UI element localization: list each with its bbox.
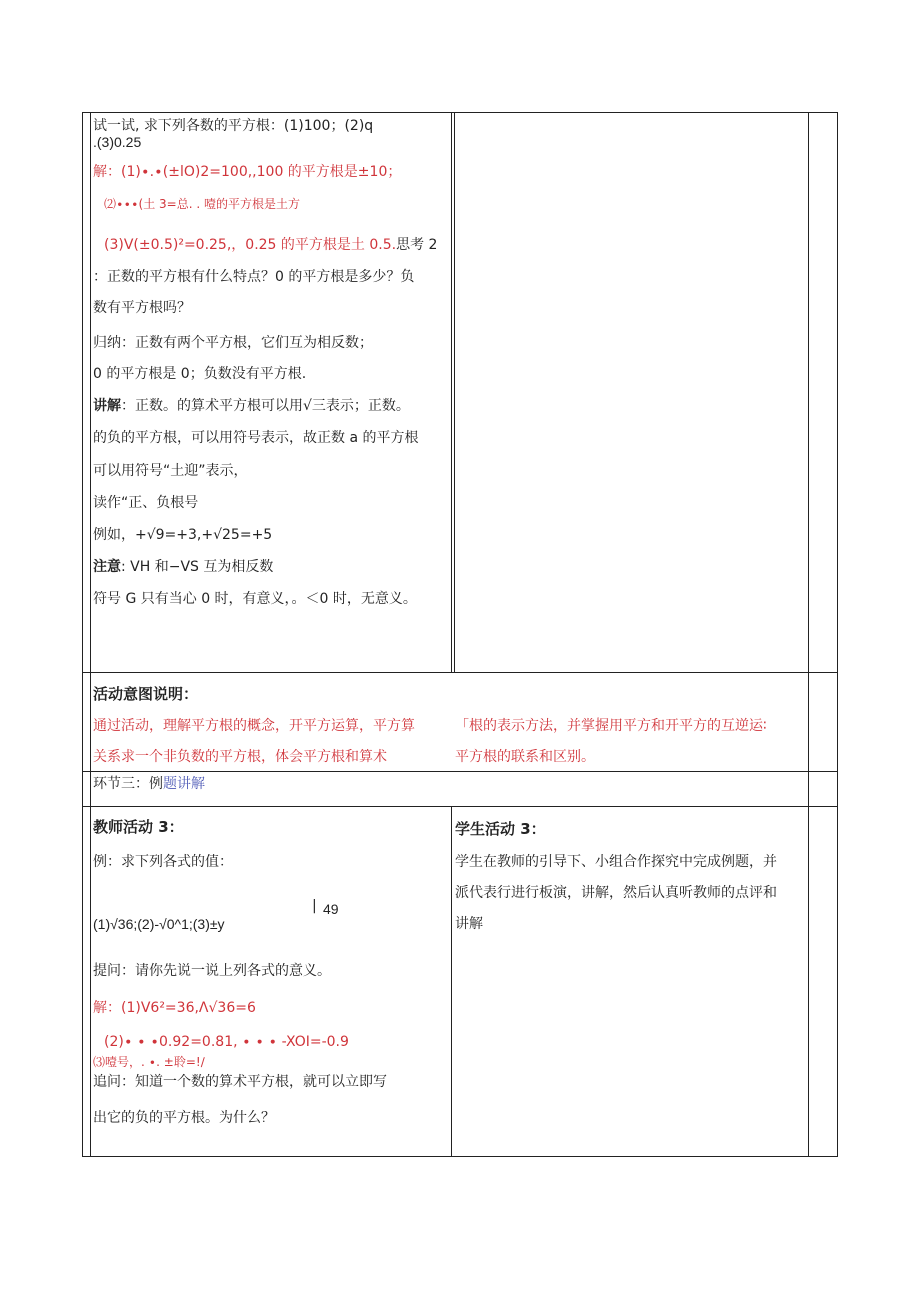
- row-divider-2: [82, 771, 838, 772]
- intent-line-1-right: 「根的表示方法，并掌握用平方和开平方的互逆运∶: [455, 718, 767, 734]
- lecture-line-3: 可以用符号“土迎”表示，: [93, 463, 248, 479]
- example-line: 例如，+√9=+3,+√25=+5: [93, 527, 273, 543]
- student-line-2: 派代表行进行板演，讲解，然后认真听教师的点评和: [455, 885, 777, 901]
- table-border-left-inner: [90, 112, 91, 1157]
- note-line-text: : VH 和−VS 互为相反数: [121, 559, 274, 575]
- teacher-followup-2: 出它的负的平方根。为什么？: [93, 1110, 275, 1126]
- teacher-solution-1: 解：(1)V6²=36,Λ√36=6: [93, 1000, 256, 1016]
- row-divider-3: [82, 806, 838, 807]
- think-line-2: ：正数的平方根有什么特点？0 的平方根是多少？负: [93, 269, 415, 285]
- student-heading: 学生活动 3：: [455, 820, 546, 838]
- lecture-label: 讲解: [93, 398, 121, 414]
- student-line-1: 学生在教师的引导下、小组合作探究中完成例题，并: [455, 854, 777, 870]
- table-border-right-inner: [808, 112, 809, 1157]
- intent-line-1-left: 通过活动，理解平方根的概念，开平方运算，平方算: [93, 718, 415, 734]
- summary-line-2: 0 的平方根是 0；负数没有平方根.: [93, 366, 307, 382]
- note-label: 注意: [93, 559, 121, 575]
- teacher-example-intro: 例：求下列各式的值：: [93, 854, 233, 870]
- solution-line-3: [104, 236, 437, 254]
- note-line: [93, 558, 273, 576]
- intent-heading: 活动意图说明：: [93, 685, 199, 703]
- intent-line-2-right: 平方根的联系和区别。: [455, 749, 595, 765]
- summary-line-1: 归纳：正数有两个平方根，它们互为相反数；: [93, 335, 373, 351]
- try-line-1: 试一试, 求下列各数的平方根：(1)100；(2)q: [93, 118, 374, 134]
- try-line-2: .(3)0.25: [93, 134, 142, 150]
- fraction-denominator: 49: [323, 901, 339, 917]
- column-divider-top-inner: [454, 112, 455, 673]
- solution-line-3-text: (3)V(±0.5)²=0.25,，0.25 的平方根是土 0.5.: [104, 237, 397, 253]
- table-border-top: [82, 112, 838, 113]
- table-border-bottom: [82, 1156, 838, 1157]
- column-divider-bottom: [451, 806, 452, 1157]
- table-border-left: [82, 112, 83, 1157]
- lecture-line-1-text: ：正数。的算术平方根可以用√三表示；正数。: [121, 398, 410, 414]
- stage3-heading: [93, 775, 205, 793]
- lecture-line-4: 读作“正、负根号: [93, 495, 199, 511]
- stage3-prefix: 环节三：例: [93, 776, 163, 792]
- column-divider-top: [451, 112, 452, 673]
- table-border-right: [837, 112, 838, 1157]
- intent-line-2-left: 关系求一个非负数的平方根，体会平方根和算术: [93, 749, 387, 765]
- row-divider-1: [82, 672, 838, 673]
- teacher-question: 提问：请你先说一说上列各式的意义。: [93, 963, 331, 979]
- teacher-solution-2: (2)∙ ∙ ∙0.92=0.81, ∙ ∙ ∙ -XOI=-0.9: [104, 1034, 349, 1050]
- think-line-3: 数有平方根吗？: [93, 300, 191, 316]
- student-line-3: 讲解: [455, 916, 483, 932]
- lecture-line-2: 的负的平方根，可以用符号表示，故正数 a 的平方根: [93, 430, 419, 446]
- fraction-bar: |: [312, 898, 317, 914]
- teacher-solution-3: ⑶噎号，. ∙. ±聆=!∕: [93, 1055, 205, 1069]
- solution-line-1: 解：(1)∙.∙(±lO)2=100,,100 的平方根是±10；: [93, 164, 402, 180]
- stage3-suffix: 题讲解: [163, 776, 205, 792]
- lecture-line-1: [93, 397, 410, 415]
- teacher-expression: (1)√36;(2)-√0^1;(3)±y: [93, 916, 225, 932]
- teacher-heading: 教师活动 3：: [93, 818, 184, 836]
- think-label: 思考 2: [396, 237, 438, 253]
- symbol-line: 符号 G 只有当心 0 时，有意义，。＜0 时，无意义。: [93, 591, 417, 607]
- solution-line-2: ⑵∙∙∙(土 3=总. . 噎的平方根是土方: [104, 197, 300, 211]
- teacher-followup-1: 追问：知道一个数的算术平方根，就可以立即写: [93, 1074, 387, 1090]
